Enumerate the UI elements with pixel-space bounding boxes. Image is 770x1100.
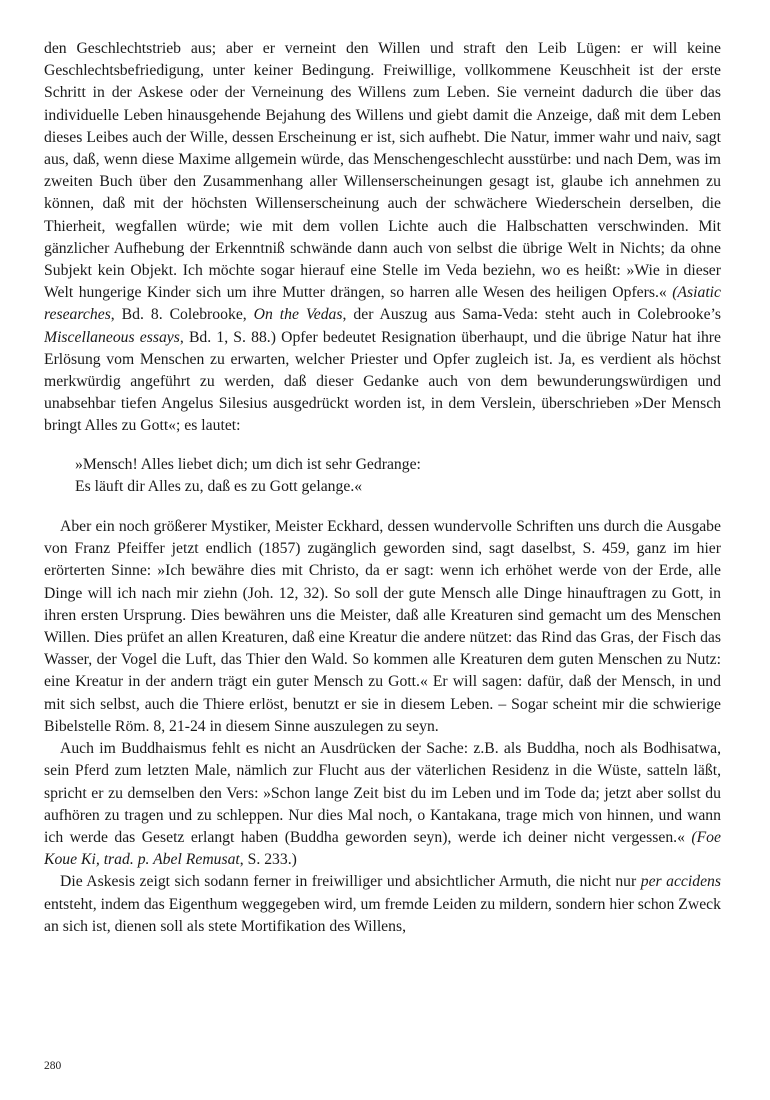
italic-text-run: Miscellaneous essays (44, 328, 180, 346)
text-run: Auch im Buddhaismus fehlt es nicht an Ausdrücken der Sache: z.B. als Buddha, noch als Bodhisatwa, sein Pferd zum letzten Male, nämlich zur Flucht aus der väterlichen Residenz in die Wüste, satteln läßt, spricht er zu demselben den Vers: »Schon lange Zeit bist du im Leben und im Tode da; jetzt aber sollst du aufhören zu tragen und zu schleppen. Nur dies Mal noch, o Kantakana, trage mich von hinnen, und wann ich werde das Gesetz erlangt haben (Buddha geworden seyn), werde ich deiner nicht vergessen.« (44, 740, 721, 846)
text-run: , S. 233.) (239, 851, 297, 869)
text-run: , der Auszug aus Sama-Veda: steht auch in Colebrooke’s (342, 306, 721, 324)
verse-line: »Mensch! Alles liebet dich; um dich ist sehr Gedrange: (75, 455, 421, 473)
italic-text-run: (Foe Koue Ki, trad. p. Abel Remusat (44, 828, 721, 869)
verse-quote (75, 454, 721, 498)
page-number: 280 (44, 1060, 62, 1072)
text-run: entsteht, indem das Eigenthum weggegeben wird, um fremde Leiden zu mildern, sondern hier schon Zweck an sich ist, dienen soll als stete Mortifikation des Willens, (44, 895, 721, 935)
paragraph (44, 516, 721, 738)
italic-text-run: On the Vedas (253, 306, 343, 324)
page-body (44, 38, 721, 1048)
text-run: Die Askesis zeigt sich sodann ferner in freiwilliger und absichtlicher Armuth, die nicht nur (60, 873, 641, 891)
text-run: Aber ein noch größerer Mystiker, Meister Eckhard, dessen wundervolle Schriften uns durch die Ausgabe von Franz Pfeiffer jetzt endlich (1857) zugänglich geworden sind, sagt daselbst, S. 459, ganz im hier erörterten Sinne: »Ich bewähre dies mit Christo, da er sagt: wenn ich erhöhet werde von der Erde, alle Dinge will ich nach mir ziehn (Joh. 12, 32). So soll der gute Mensch alle Dinge hinauftragen zu Gott, in ihren ersten Ursprung. Dies bewähren uns die Meister, daß alle Kreaturen sind gemacht um des Menschen Willen. Dies prüfet an allen Kreaturen, daß eine Kreatur die andere nützet: das Rind das Gras, der Fisch das Wasser, der Vogel die Luft, das Thier den Wald. So kommen alle Kreaturen dem guten Menschen zu Nutz: eine Kreatur in der andern trägt ein guter Mensch zu Gott.« Er will sagen: dafür, daß der Mensch, in und mit sich selbst, auch die Thiere erlöst, benutzt er sie in diesem Leben. – Sogar scheint mir die schwierige Bibelstelle Röm. 8, 21-24 in diesem Sinne auszulegen zu seyn. (44, 518, 721, 735)
paragraph (44, 38, 721, 438)
text-run: , Bd. 1, S. 88.) Opfer bedeutet Resignation überhaupt, und die übrige Natur hat ihre Erlösung vom Menschen zu erwarten, welcher Priester und Opfer zugleich ist. Ja, es verdient als höchst merkwürdig angeführt zu werden, daß dieser Gedanke auch von dem bewunderungswürdigen und unabsehbar tiefen Angelus Silesius ausgedrückt worden ist, in dem Verslein, überschrieben »Der Mensch bringt Alles zu Gott«; es lautet: (44, 328, 721, 435)
italic-text-run: (Asiatic researches (44, 284, 721, 324)
italic-text-run: per accidens (640, 873, 721, 891)
paragraph (44, 871, 721, 938)
verse-line: Es läuft dir Alles zu, daß es zu Gott gelange.« (75, 477, 363, 495)
text-run: , Bd. 8. Colebrooke, (110, 306, 254, 324)
text-run: den Geschlechtstrieb aus; aber er verneint den Willen und straft den Leib Lügen: er will keine Geschlechtsbefriedigung, unter keiner Bedingung. Freiwillige, vollkommene Keuschheit ist der erste Schritt in der Askese oder der Verneinung des Willens zum Leben. Sie verneint dadurch die über das individuelle Leben hinausgehende Bejahung des Willens und giebt damit die Anzeige, daß mit dem Leben dieses Leibes auch der Wille, dessen Erscheinung er ist, sich aufhebt. Die Natur, immer wahr und naiv, sagt aus, daß, wenn diese Maxime allgemein würde, das Menschengeschlecht ausstürbe: und nach Dem, was im zweiten Buch über den Zusammenhang aller Willenserscheinungen gesagt ist, glaube ich annehmen zu können, daß mit der höchsten Willenserscheinung auch der schwächere Wiederschein derselben, die Thierheit, wegfallen würde; wie mit dem vollen Lichte auch die Halbschatten verschwinden. Mit gänzlicher Aufhebung der Erkenntniß schwände dann auch von selbst die übrige Welt in Nichts; da ohne Subjekt kein Objekt. Ich möchte sogar hierauf eine Stelle im Veda beziehn, wo es heißt: »Wie in dieser Welt hungerige Kinder sich um ihre Mutter drängen, so harren alle Wesen des heiligen Opfers.« (44, 40, 721, 302)
paragraph (44, 738, 721, 871)
